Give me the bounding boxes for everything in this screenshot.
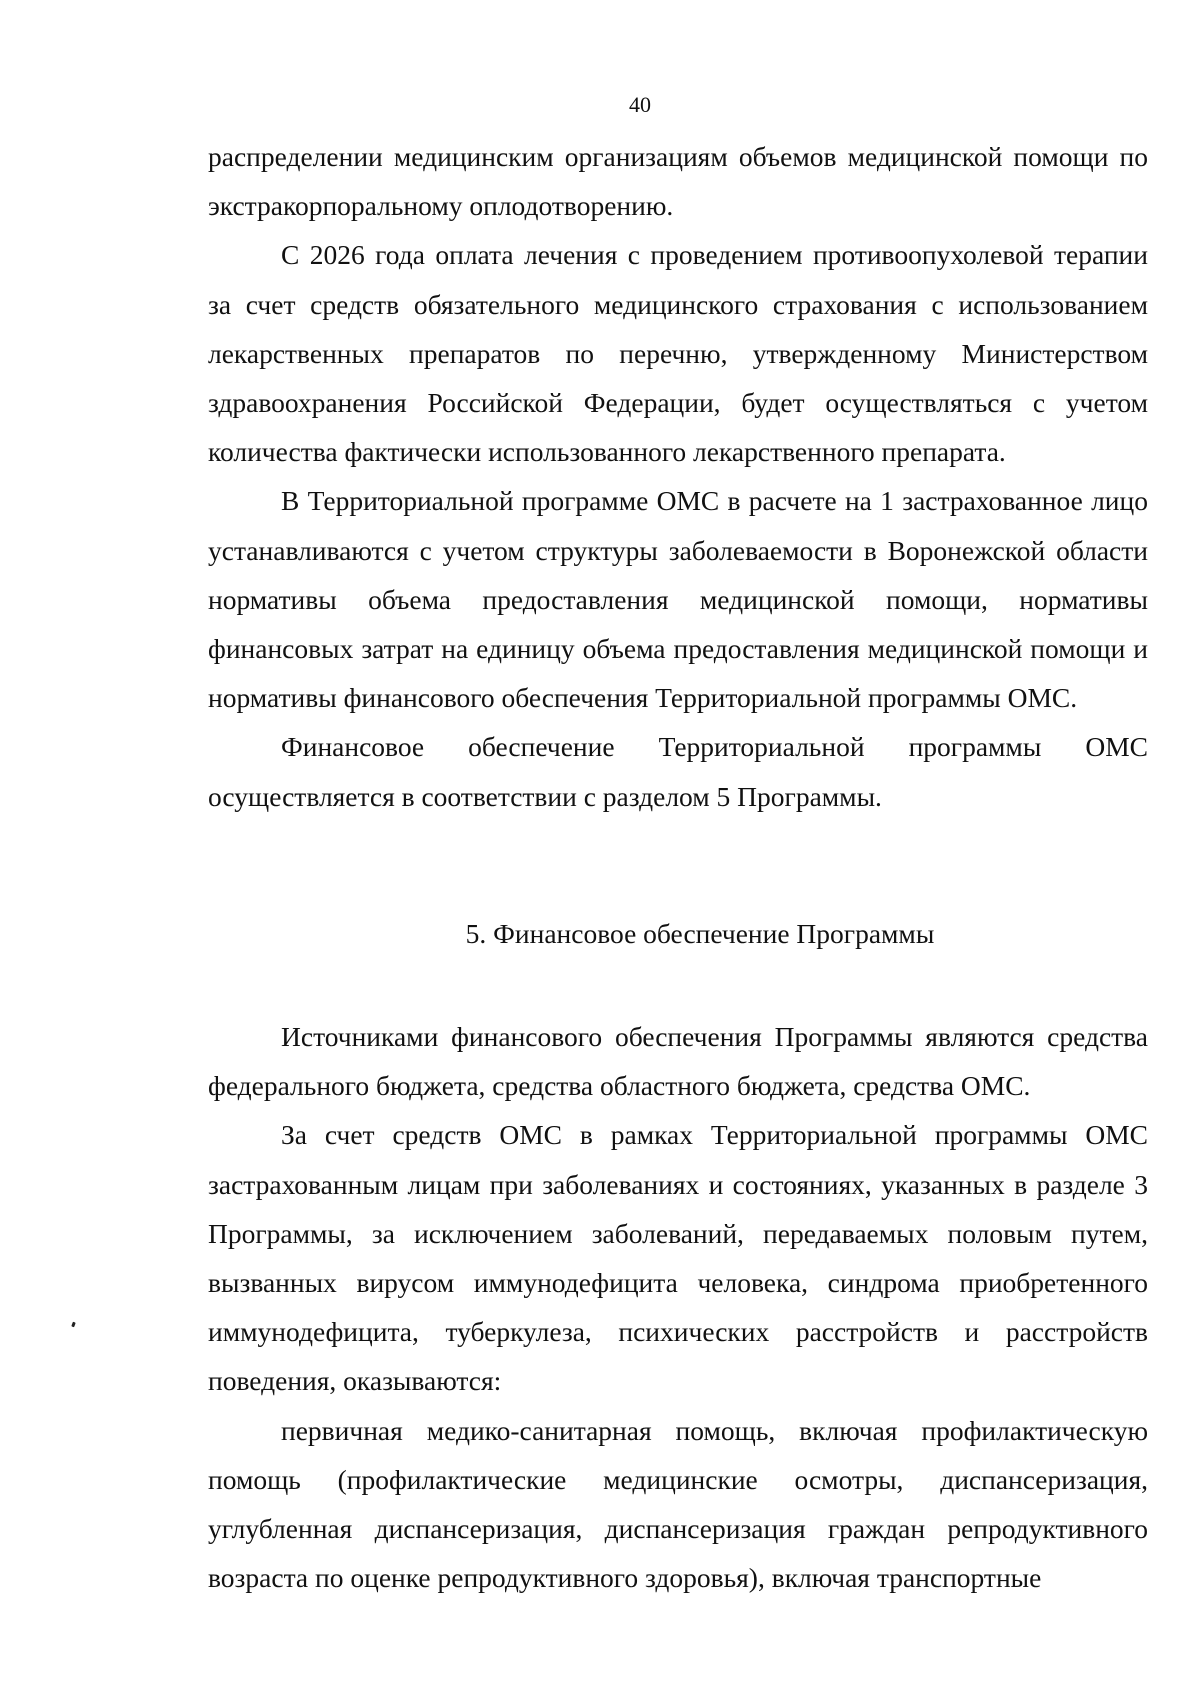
paragraph: Источниками финансового обеспечения Программы являются средства федерального бюджета, средства областного бюджета, средства ОМС. — [208, 1021, 1148, 1102]
body-text-bottom — [208, 1012, 1148, 1602]
paragraph: В Территориальной программе ОМС в расчете на 1 застрахованное лицо устанавливаются с учетом структуры заболеваемости в Воронежской области нормативы объема предоставления медицинской помощи, нормативы финансовых затрат на единицу объема предоставления медицинской помощи и нормативы финансового обеспечения Территориальной программы ОМС. — [208, 485, 1148, 714]
paragraph: С 2026 года оплата лечения с проведением противоопухолевой терапии за счет средств обязательного медицинского страхования с использованием лекарственных препаратов по перечню, утвержденному Министерством здравоохранения Российской Федерации, будет осуществляться с учетом количества фактически использованного лекарственного препарата. — [208, 239, 1148, 468]
paragraph-continuation: распределении медицинским организациям объемов медицинской помощи по экстракорпоральному оплодотворению. — [208, 141, 1148, 222]
paragraph-continues: первичная медико-санитарная помощь, включая профилактическую помощь (профилактические медицинские осмотры, диспансеризация, углубленная диспансеризация, диспансеризация граждан репродуктивного возраста по оценке репродуктивного здоровья), включая транспортные — [208, 1414, 1148, 1594]
body-text-top — [208, 132, 1148, 821]
page-number: 40 — [629, 92, 651, 117]
scan-artifact — [71, 1322, 76, 1328]
paragraph: За счет средств ОМС в рамках Территориальной программы ОМС застрахованным лицам при заболеваниях и состояниях, указанных в разделе 3 Программы, за исключением заболеваний, передаваемых половым путем, вызванных вирусом иммунодефицита человека, синдрома приобретенного иммунодефицита, туберкулеза, психических расстройств и расстройств поведения, оказываются: — [208, 1119, 1148, 1397]
paragraph: Финансовое обеспечение Территориальной программы ОМС осуществляется в соответствии с разделом 5 Программы. — [208, 731, 1148, 812]
section-heading: 5. Финансовое обеспечение Программы — [465, 918, 935, 949]
